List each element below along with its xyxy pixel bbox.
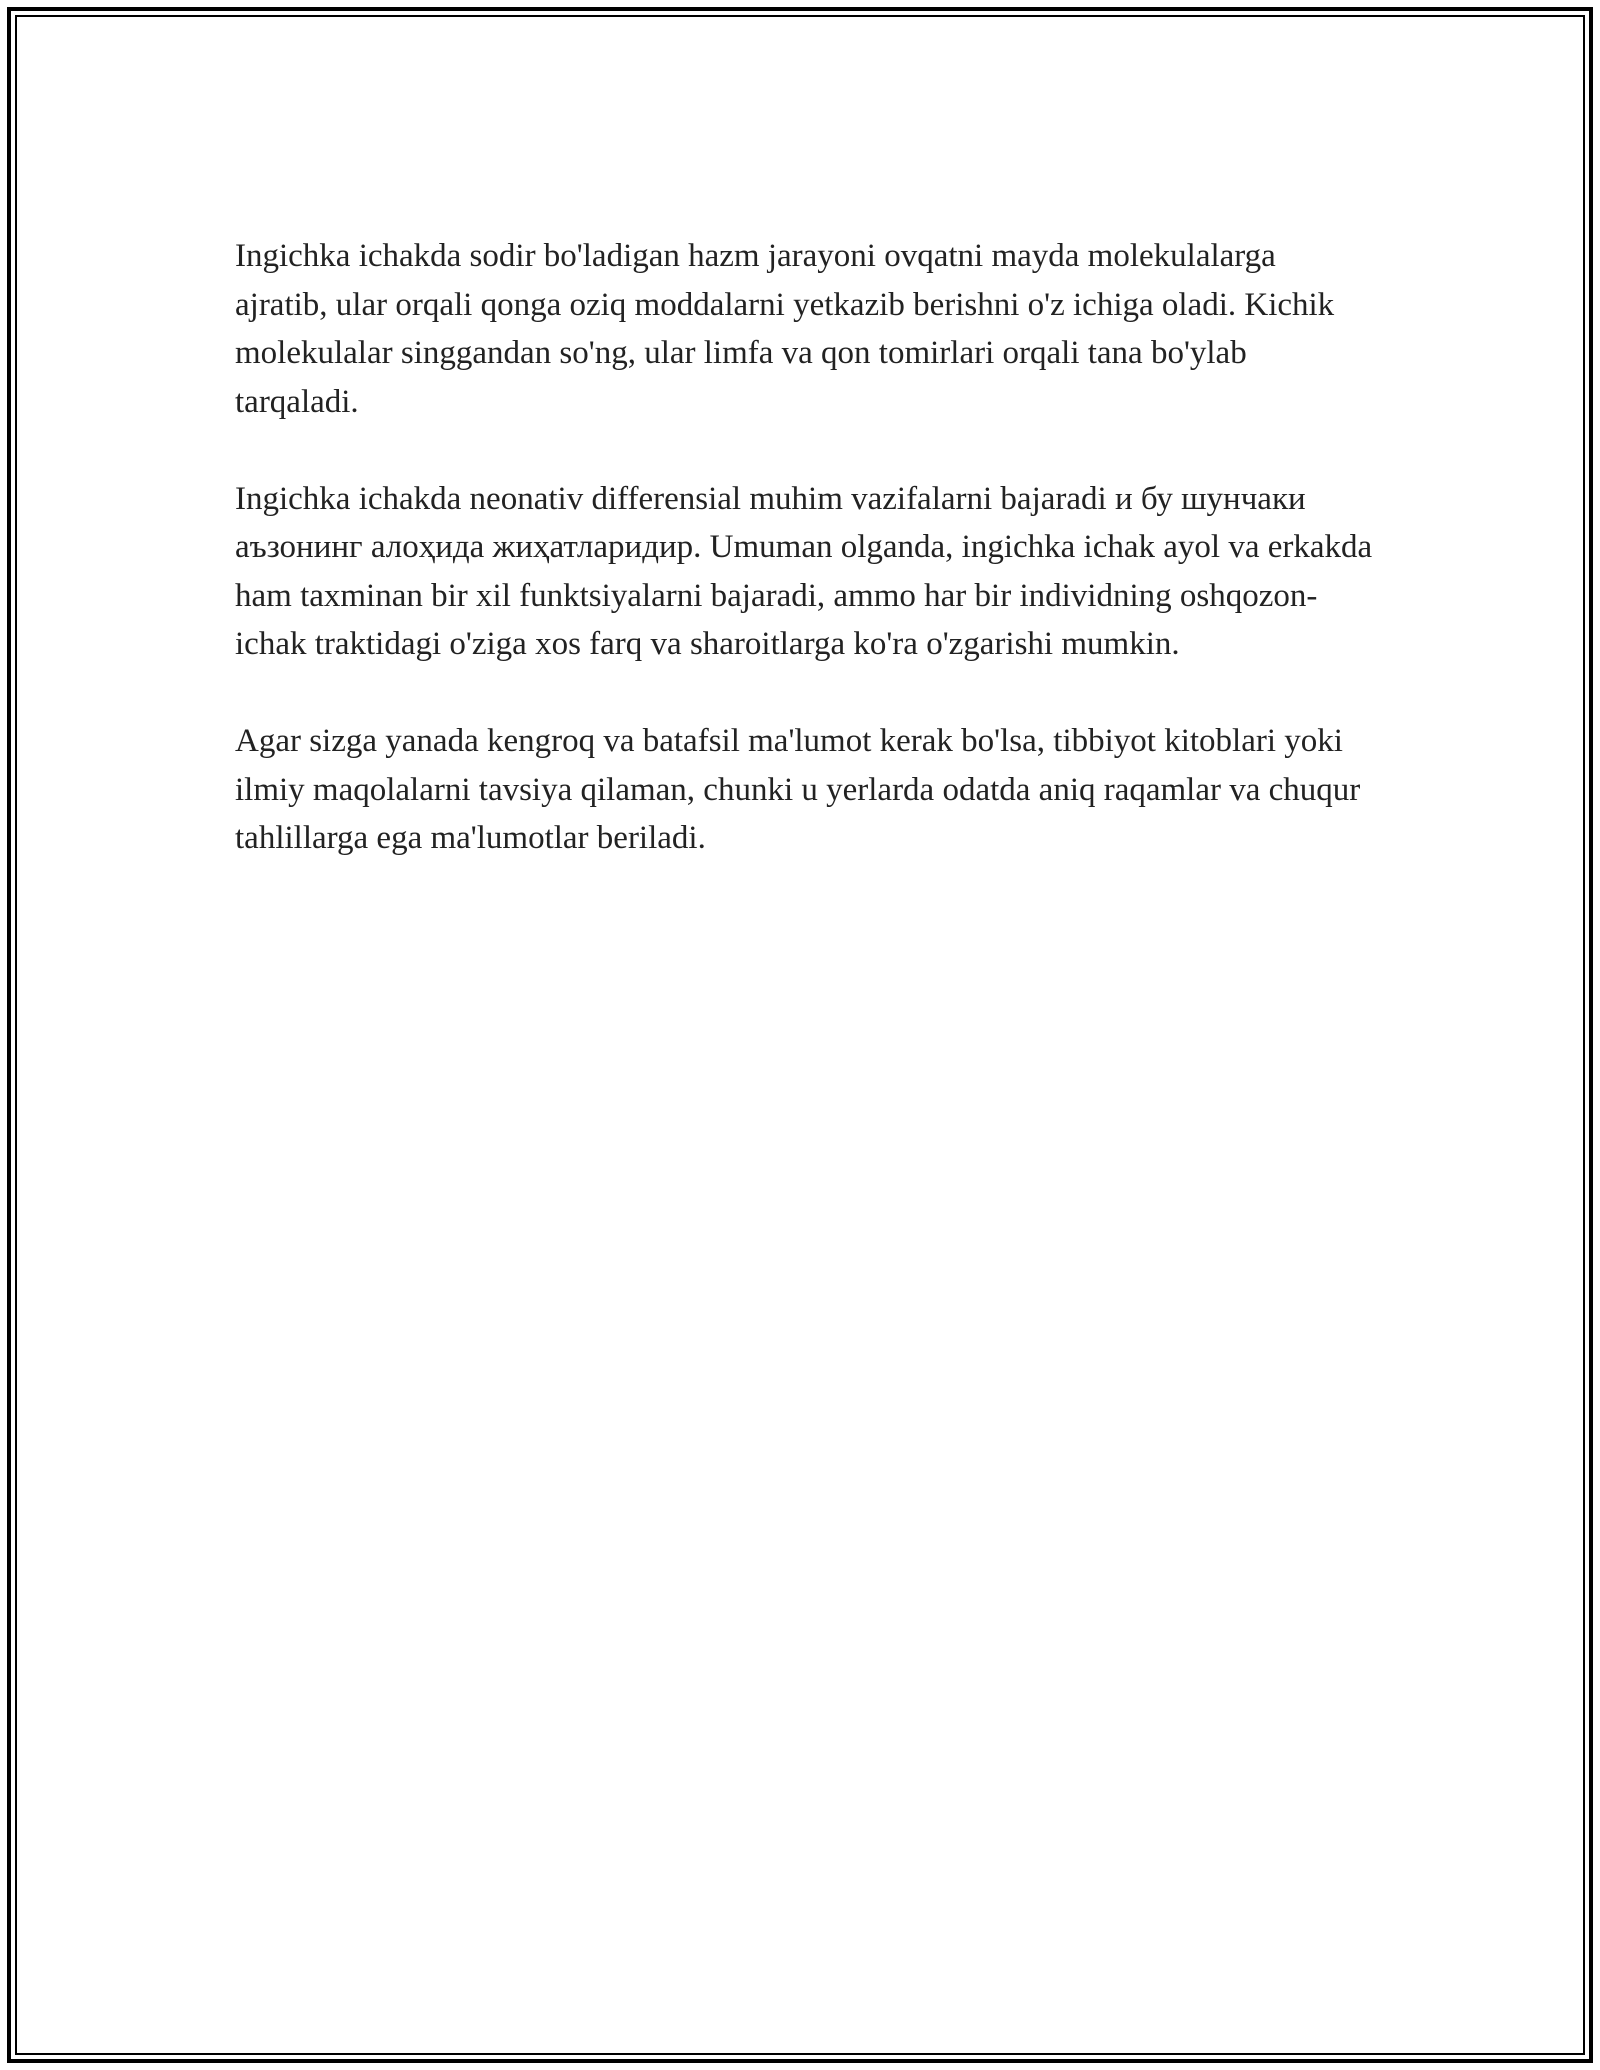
paragraph-2: Ingichka ichakda neonativ differensial muhim vazifalarni bajaradi и бу шунчаки аъзонинг алоҳида жиҳатларидир. Umuman olganda, ingichka ichak ayol va erkakda ham taxminan bir xil funktsiyalarni bajaradi, ammo har bir individning oshqozon-ichak traktidagi o'ziga xos farq va sharoitlarga ko'ra o'zgarishi mumkin.	[235, 480, 1373, 662]
paragraph-3: Agar sizga yanada kengroq va batafsil ma'lumot kerak bo'lsa, tibbiyot kitoblari yoki ilmiy maqolalarni tavsiya qilaman, chunki u yerlarda odatda aniq raqamlar va chuqur tahlillarga ega ma'lumotlar beriladi.	[235, 723, 1361, 856]
paragraph-1: Ingichka ichakda sodir bo'ladigan hazm jarayoni ovqatni mayda molekulalarga ajratib, ular orqali qonga oziq moddalarni yetkazib berishni o'z ichiga oladi. Kichik molekulalar singgandan so'ng, ular limfa va qon tomirlari orqali tana bo'ylab tarqaladi.	[235, 238, 1335, 420]
document-body	[235, 232, 1375, 911]
